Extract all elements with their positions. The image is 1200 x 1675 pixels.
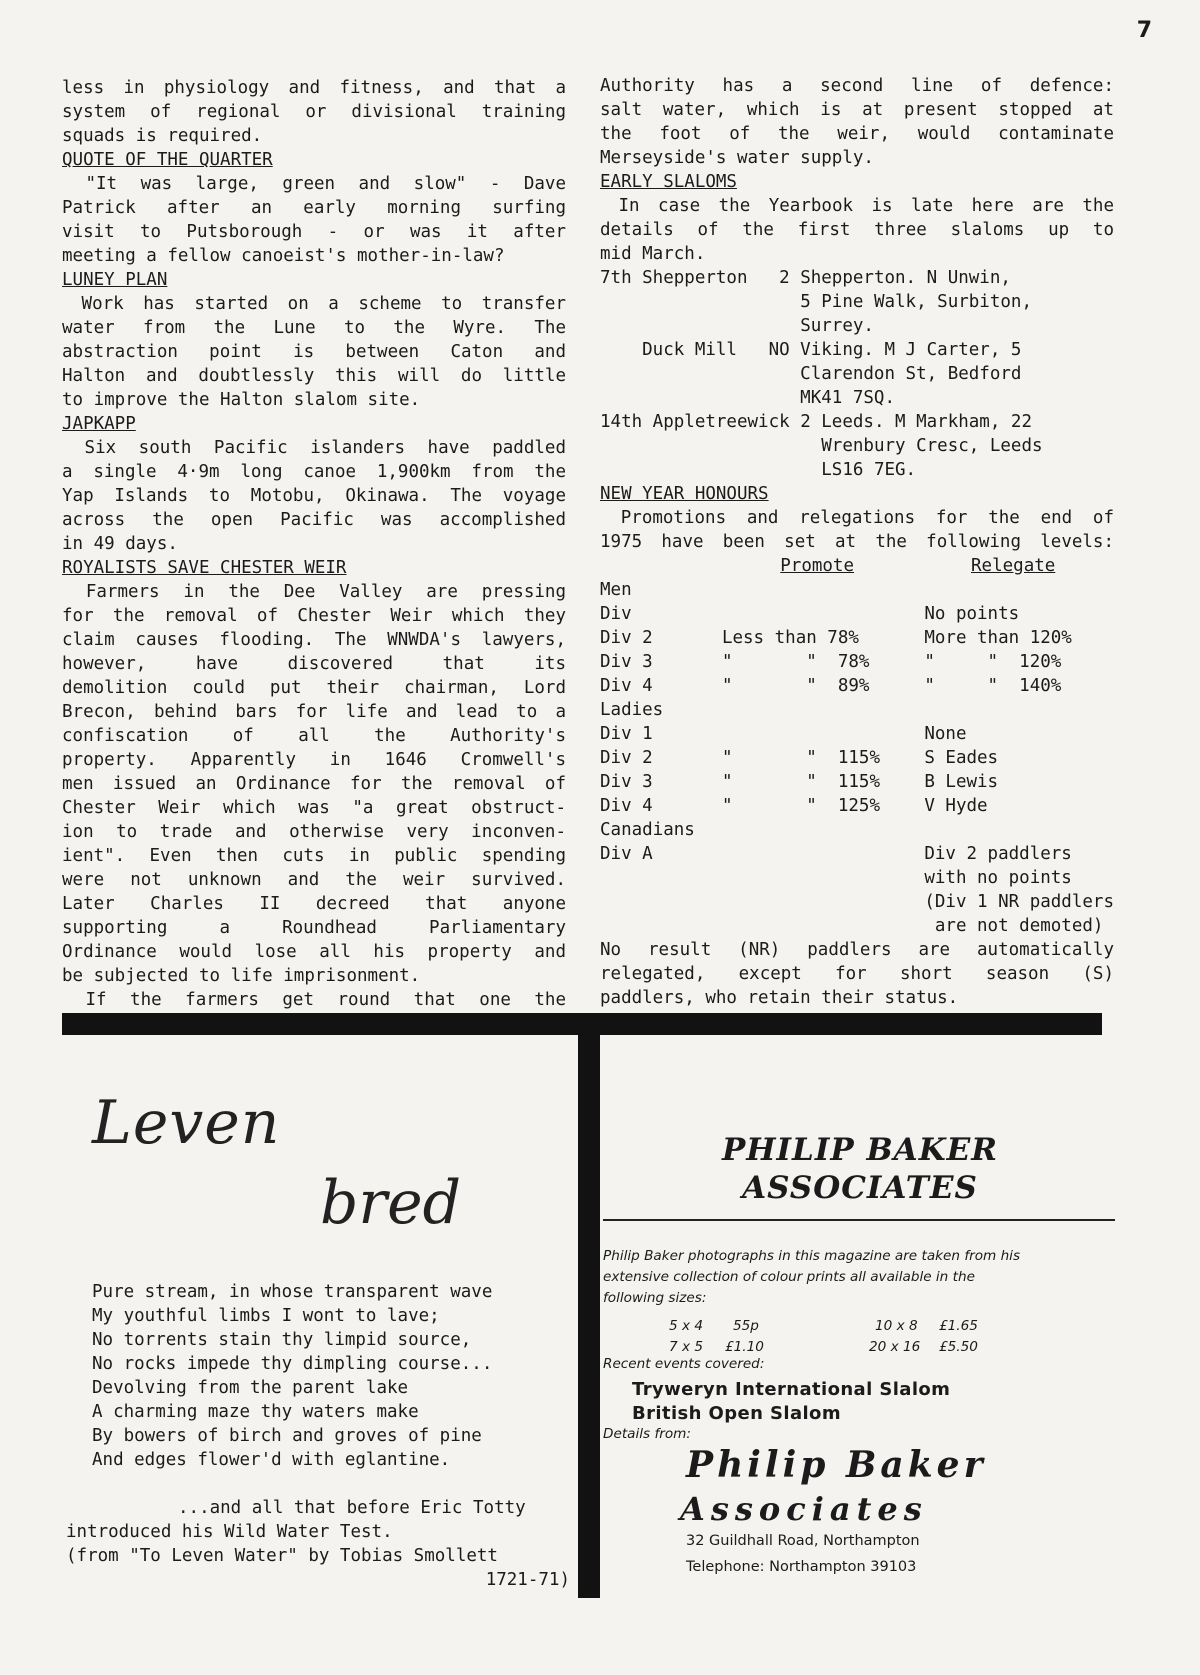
chester-line: Ordinance would lose all his property and	[62, 942, 566, 962]
advert-headline-line2: ASSOCIATES	[742, 1170, 978, 1206]
slalom-entry	[600, 410, 1114, 482]
leven-title-word2: bred	[320, 1168, 462, 1238]
japkapp-line: in 49 days.	[62, 534, 178, 554]
authority-line: the foot of the weir, would contaminate	[600, 124, 1114, 144]
recent-events-label: Recent events covered:	[603, 1356, 765, 1372]
slalom-venue: 7th Shepperton	[600, 268, 780, 288]
honours-promote: " " 89%	[721, 676, 870, 696]
size-label: 20 x 16	[869, 1339, 921, 1355]
authority-line: Authority has a second line of defence:	[600, 76, 1114, 96]
luney-line: Work has started on a scheme to transfer	[62, 294, 566, 314]
slalom-organiser-line: LS16 7EG.	[800, 460, 917, 480]
honours-relegate: None	[924, 724, 967, 744]
intro-line: less in physiology and fitness, and that a	[62, 78, 566, 98]
quote-line: Patrick after an early morning surfing	[62, 198, 566, 218]
advert-body-line: Philip Baker photographs in this magazine are taken from his	[603, 1248, 1021, 1264]
advert-headline	[660, 1131, 1060, 1207]
slalom-organiser-line: 2 Shepperton. N Unwin,	[779, 268, 1011, 288]
japkapp-line: Yap Islands to Motobu, Okinawa. The voyage	[62, 486, 566, 506]
poem-line: No rocks impede thy dimpling course...	[92, 1354, 493, 1374]
authority-line: Merseyside's water supply.	[600, 148, 874, 168]
honours-promote: " " 115%	[721, 748, 880, 768]
honours-division: Ladies	[600, 700, 664, 720]
honours-heading: NEW YEAR HONOURS	[600, 484, 769, 504]
slalom-organiser	[800, 410, 1042, 482]
honours-table	[600, 554, 1114, 938]
promote-header: Promote	[780, 556, 855, 576]
honours-note-row	[600, 914, 1114, 938]
honours-row	[600, 626, 1114, 650]
honours-division: Div 4	[600, 796, 653, 816]
advert-logo-line2: Associates	[680, 1490, 928, 1528]
nr-paragraph	[600, 938, 1114, 1010]
chester-line: confiscation of all the Authority's	[62, 726, 566, 746]
honours-promote	[722, 842, 912, 866]
slalom-entry	[600, 266, 1114, 338]
honours-relegate: " " 140%	[924, 676, 1062, 696]
chester-line: Farmers in the Dee Valley are pressing	[62, 582, 566, 602]
slaloms-intro-line: mid March.	[600, 244, 706, 264]
intro-line: system of regional or divisional training	[62, 102, 566, 122]
honours-note-spacer	[600, 866, 722, 890]
slalom-organiser-line: MK41 7SQ.	[768, 388, 896, 408]
chester-line: ion to trade and otherwise very inconven-	[62, 822, 566, 842]
slalom-organiser-line: 5 Pine Walk, Surbiton,	[779, 292, 1032, 312]
honours-relegate: B Lewis	[924, 772, 999, 792]
honours-promote	[722, 722, 912, 746]
nr-line: relegated, except for short season (S)	[600, 964, 1114, 984]
honours-division: Div 3	[600, 772, 653, 792]
honours-row	[600, 722, 1114, 746]
quote-line: visit to Putsborough - or was it after	[62, 222, 566, 242]
chester-line: for the removal of Chester Weir which they	[62, 606, 566, 626]
size-label: 10 x 8	[875, 1318, 918, 1334]
honours-promote	[722, 578, 912, 602]
honours-relegate: S Eades	[924, 748, 999, 768]
honours-relegate	[912, 578, 1114, 602]
honours-relegate	[912, 818, 1114, 842]
honours-row	[600, 818, 1114, 842]
honours-relegate: Div 2 paddlers	[924, 844, 1072, 864]
chester-line: Later Charles II decreed that anyone	[62, 894, 566, 914]
advert-address: 32 Guildhall Road, Northampton	[686, 1533, 920, 1549]
japkapp-line: Six south Pacific islanders have paddled	[62, 438, 566, 458]
chester-line: supporting a Roundhead Parliamentary	[62, 918, 566, 938]
chester-line: claim causes flooding. The WNWDA's lawyers,	[62, 630, 566, 650]
luney-line: to improve the Halton slalom site.	[62, 390, 421, 410]
honours-division: Div 4	[600, 676, 653, 696]
slalom-organiser-line: NO Viking. M J Carter, 5	[768, 340, 1022, 360]
coda-line: 1721-71)	[485, 1570, 570, 1590]
poem	[92, 1280, 492, 1472]
chester-line: however, have discovered that its	[62, 654, 566, 674]
honours-promote: " " 125%	[721, 796, 880, 816]
size-price: £1.10	[725, 1339, 764, 1355]
chester-line: property. Apparently in 1646 Cromwell's	[62, 750, 566, 770]
honours-note-spacer	[722, 866, 912, 890]
slalom-entry	[600, 338, 1114, 410]
size-label: 5 x 4	[669, 1318, 703, 1334]
details-label: Details from:	[603, 1426, 691, 1442]
advert-body-line: following sizes:	[603, 1290, 707, 1306]
honours-relegate	[912, 698, 1114, 722]
coda-line: (from "To Leven Water" by Tobias Smollett	[66, 1546, 498, 1566]
honours-note-spacer	[600, 890, 722, 914]
honours-promote	[722, 698, 912, 722]
advert-body	[603, 1246, 1113, 1309]
right-column	[600, 74, 1114, 1010]
slalom-organiser-line: Wrenbury Cresc, Leeds	[800, 436, 1043, 456]
authority-line: salt water, which is at present stopped at	[600, 100, 1114, 120]
honours-promote	[722, 818, 912, 842]
event-item: British Open Slalom	[632, 1403, 841, 1424]
chester-line: were not unknown and the weir survived.	[62, 870, 566, 890]
size-price: 55p	[733, 1318, 759, 1334]
honours-row	[600, 602, 1114, 626]
poem-line: Devolving from the parent lake	[92, 1378, 409, 1398]
honours-division: Canadians	[600, 820, 695, 840]
honours-row	[600, 794, 1114, 818]
chester-heading: ROYALISTS SAVE CHESTER WEIR	[62, 558, 347, 578]
advert-body-line: extensive collection of colour prints all available in the	[603, 1269, 975, 1285]
luney-line: Halton and doubtlessly this will do little	[62, 366, 566, 386]
advert-logo-line1: Philip Baker	[686, 1444, 987, 1486]
chester-line: be subjected to life imprisonment.	[62, 966, 421, 986]
recent-events	[632, 1378, 950, 1426]
slalom-venue: Duck Mill	[600, 340, 769, 360]
honours-promote: " " 115%	[721, 772, 880, 792]
luney-heading: LUNEY PLAN	[62, 270, 168, 290]
relegate-header: Relegate	[971, 556, 1056, 576]
slalom-venue: 14th Appletreewick	[600, 412, 801, 432]
honours-division: Div A	[600, 844, 653, 864]
coda-line: introduced his Wild Water Test.	[66, 1522, 393, 1542]
honours-row	[600, 746, 1114, 770]
honours-relegate: No points	[924, 604, 1020, 624]
poem-line: A charming maze thy waters make	[92, 1402, 419, 1422]
advert-rule	[603, 1219, 1115, 1221]
honours-division: Div	[600, 604, 632, 624]
canadians-note-line: are not demoted)	[924, 916, 1104, 936]
chester-line: men issued an Ordinance for the removal of	[62, 774, 566, 794]
slalom-organiser	[779, 266, 1032, 338]
slalom-organiser-line: Clarendon St, Bedford	[768, 364, 1022, 384]
honours-note-spacer	[722, 890, 912, 914]
honours-row	[600, 578, 1114, 602]
intro-line: squads is required.	[62, 126, 263, 146]
canadians-note-line: with no points	[924, 868, 1072, 888]
chester-line: demolition could put their chairman, Lord	[62, 678, 566, 698]
advert-address-block	[686, 1528, 920, 1580]
honours-relegate: V Hyde	[924, 796, 988, 816]
size-label: 7 x 5	[669, 1339, 703, 1355]
honours-row	[600, 674, 1114, 698]
honours-promote: " " 78%	[721, 652, 870, 672]
advert-headline-line1: PHILIP BAKER	[721, 1132, 999, 1168]
slalom-organiser-line: Surrey.	[779, 316, 874, 336]
honours-note-spacer	[600, 914, 722, 938]
honours-relegate: More than 120%	[924, 628, 1072, 648]
honours-intro-line: Promotions and relegations for the end of	[600, 508, 1114, 528]
advert-telephone: Telephone: Northampton 39103	[686, 1559, 917, 1575]
honours-division: Div 3	[600, 652, 653, 672]
honours-note-row	[600, 890, 1114, 914]
honours-promote	[722, 602, 912, 626]
poem-line: By bowers of birch and groves of pine	[92, 1426, 482, 1446]
coda-line: ...and all that before Eric Totty	[178, 1498, 526, 1518]
poem-coda	[66, 1496, 576, 1592]
slaloms-intro-line: In case the Yearbook is late here are the	[600, 196, 1114, 216]
honours-division: Div 1	[600, 724, 653, 744]
japkapp-line: a single 4·9m long canoe 1,900km from the	[62, 462, 566, 482]
slaloms-heading: EARLY SLALOMS	[600, 172, 737, 192]
honours-row	[600, 770, 1114, 794]
quote-line: meeting a fellow canoeist's mother-in-law?	[62, 246, 505, 266]
nr-line: paddlers, who retain their status.	[600, 988, 959, 1008]
nr-line: No result (NR) paddlers are automatically	[600, 940, 1114, 960]
slalom-list	[600, 266, 1114, 482]
poem-line: No torrents stain thy limpid source,	[92, 1330, 472, 1350]
page-number: 7	[1136, 18, 1152, 43]
slaloms-intro-line: details of the first three slaloms up to	[600, 220, 1114, 240]
chester-line: Brecon, behind bars for life and lead to a	[62, 702, 566, 722]
size-price: £1.65	[939, 1318, 978, 1334]
honours-row	[600, 698, 1114, 722]
slalom-organiser-line: 2 Leeds. M Markham, 22	[800, 412, 1032, 432]
honours-promote: Less than 78%	[721, 628, 859, 648]
japkapp-heading: JAPKAPP	[62, 414, 136, 434]
chester-paragraph	[62, 580, 566, 1012]
honours-relegate: " " 120%	[924, 652, 1062, 672]
canadians-note-line: (Div 1 NR paddlers	[924, 892, 1114, 912]
honours-note-spacer	[722, 914, 912, 938]
poem-line: Pure stream, in whose transparent wave	[92, 1282, 493, 1302]
chester-line: ient". Even then cuts in public spending	[62, 846, 566, 866]
luney-line: abstraction point is between Caton and	[62, 342, 566, 362]
honours-row	[600, 650, 1114, 674]
panel-divider-vertical	[578, 1013, 600, 1598]
quote-heading: QUOTE OF THE QUARTER	[62, 150, 273, 170]
left-column	[62, 76, 566, 1012]
honours-row	[600, 842, 1114, 866]
quote-line: "It was large, green and slow" - Dave	[62, 174, 566, 194]
honours-division: Div 2	[600, 748, 653, 768]
leven-title-word1: Leven	[92, 1088, 281, 1158]
poem-line: And edges flower'd with eglantine.	[92, 1450, 451, 1470]
slalom-organiser	[769, 338, 1022, 410]
size-price: £5.50	[939, 1339, 978, 1355]
honours-note-row	[600, 866, 1114, 890]
poem-line: My youthful limbs I wont to lave;	[92, 1306, 440, 1326]
chester-line: Chester Weir which was "a great obstruct-	[62, 798, 566, 818]
honours-division: Div 2	[600, 628, 653, 648]
luney-line: water from the Lune to the Wyre. The	[62, 318, 566, 338]
honours-intro-line: 1975 have been set at the following levels:	[600, 532, 1114, 552]
japkapp-line: across the open Pacific was accomplished	[62, 510, 566, 530]
event-item: Tryweryn International Slalom	[632, 1379, 951, 1400]
chester-line: If the farmers get round that one the	[62, 990, 566, 1010]
honours-division: Men	[600, 580, 632, 600]
